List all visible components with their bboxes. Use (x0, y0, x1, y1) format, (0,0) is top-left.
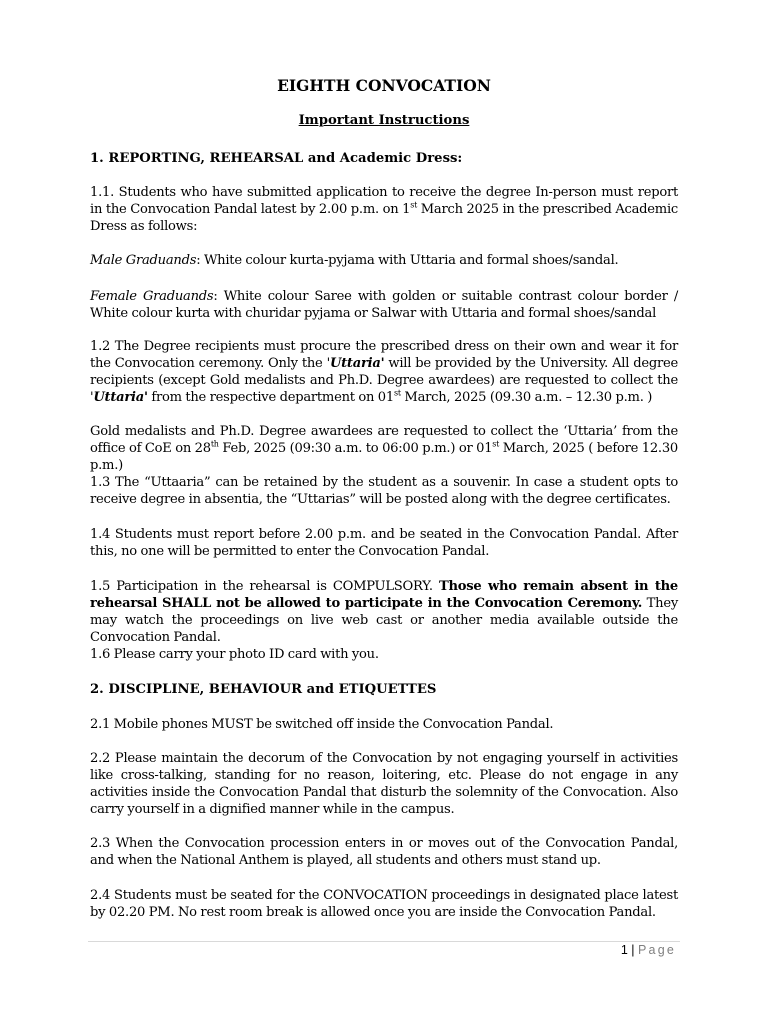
page-word: Page (638, 943, 676, 957)
paragraph-2-2: 2.2 Please maintain the decorum of the Convocation by not engaging yourself in activities like cross-talking, standing for no reason, loitering, etc. Please do not engage in any activities inside the Convocation Pandal that disturb the solemnity of the Convocation. Also carry yourself in a dignified manner while in the campus. (90, 751, 678, 817)
page-footer (621, 943, 676, 957)
section-heading-reporting: 1. REPORTING, REHEARSAL and Academic Dress: (90, 151, 463, 166)
paragraph-2-1: 2.1 Mobile phones MUST be switched off inside the Convocation Pandal. (90, 717, 554, 732)
paragraph-1-2: 1.2 The Degree recipients must procure the prescribed dress on their own and wear it for the Convocation ceremony. Only the 'Uttaria' will be provided by the University. All degree recipients (except Gold medalists and Ph.D. Degree awardees) are requested to collect the 'Uttaria' from the respective department on 01st March, 2025 (09.30 a.m. – 12.30 p.m. ) (90, 339, 678, 405)
paragraph-1-5: 1.5 Participation in the rehearsal is COMPULSORY. Those who remain absent in the rehearsal SHALL not be allowed to participate in the Convocation Ceremony. They may watch the proceedings on live web cast or another media available outside the Convocation Pandal. (90, 579, 678, 645)
paragraph-1-1: 1.1. Students who have submitted application to receive the degree In-person must report in the Convocation Pandal latest by 2.00 p.m. on 1st March 2025 in the prescribed Academic Dress as follows: (90, 185, 678, 234)
page-number: 1 (620, 943, 628, 957)
paragraph-2-4: 2.4 Students must be seated for the CONVOCATION proceedings in designated place latest by 02.20 PM. No rest room break is allowed once you are inside the Convocation Pandal. (90, 888, 678, 920)
document-subtitle: Important Instructions (298, 113, 470, 128)
paragraph-female-dress: Female Graduands: White colour Saree with golden or suitable contrast colour border / White colour kurta with churidar pyjama or Salwar with Uttaria and formal shoes/sandal (90, 289, 678, 321)
paragraph-1-3: 1.3 The “Uttaaria” can be retained by the student as a souvenir. In case a student opts to receive degree in absentia, the “Uttarias” will be posted along with the degree certificates. (90, 475, 678, 507)
document-title: EIGHTH CONVOCATION (277, 76, 491, 95)
footer-divider (88, 941, 680, 942)
page-separator: | (627, 943, 638, 957)
paragraph-2-3: 2.3 When the Convocation procession enters in or moves out of the Convocation Pandal, and when the National Anthem is played, all students and others must stand up. (90, 836, 678, 868)
paragraph-1-6: 1.6 Please carry your photo ID card with you. (90, 647, 379, 662)
paragraph-male-dress: Male Graduands: White colour kurta-pyjama with Uttaria and formal shoes/sandal. (90, 253, 619, 268)
section-heading-discipline: 2. DISCIPLINE, BEHAVIOUR and ETIQUETTES (90, 682, 437, 697)
paragraph-1-4: 1.4 Students must report before 2.00 p.m. and be seated in the Convocation Pandal. After this, no one will be permitted to enter the Convocation Pandal. (90, 527, 678, 559)
paragraph-gold-medalists: Gold medalists and Ph.D. Degree awardees are requested to collect the ‘Uttaria’ from the office of CoE on 28th Feb, 2025 (09:30 a.m. to 06:00 p.m.) or 01st March, 2025 ( before 12.30 p.m.) (90, 424, 679, 473)
